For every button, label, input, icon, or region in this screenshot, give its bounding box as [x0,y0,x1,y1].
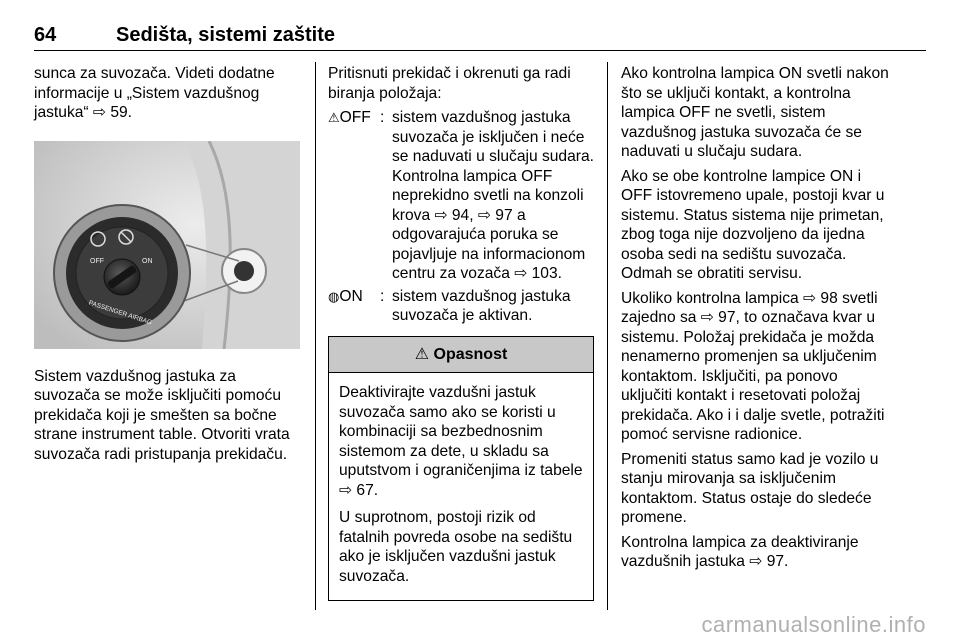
switch-off-label: OFF [90,257,104,265]
warning-title: Opasnost [433,345,508,363]
warning-body [329,373,593,600]
paragraph: Sistem vazdušnog jastuka za suvozača se može isključiti pomoću prekidača koji je smešten sa bočne strane instrument table. Otvoriti vrata suvozača radi pristupanja prekidaču. [34,367,290,463]
warning-header [329,337,593,374]
term-on: ON [339,287,363,305]
header-rule [34,50,926,51]
colon: : [380,287,385,305]
description-off: sistem vazdušnog jastuka suvozača je isključen i neće se naduvati u slučaju sudara. Kontrolna lampica OFF neprekidno svetli na konzoli krova ⇨ 94, ⇨ 97 a odgovarajuća poruka se pojavljuje na informacionom centru za vozača ⇨ 103. [392,109,594,282]
list-item [328,108,594,284]
column-3 [621,64,893,577]
warning-paragraph: Deaktivirajte vazdušni jastuk suvozača samo ako se koristi u kombinaciji sa bezbednosnim sistemom za dete, u skladu sa uputstvom i ograničenjima iz tabele ⇨ 67. [339,384,583,499]
column-2 [328,64,594,601]
warning-triangle-icon: ⚠ [414,345,430,363]
page-number: 64 [34,24,57,46]
warning-box [328,336,594,602]
paragraph: Ako kontrolna lampica ON svetli nakon što se uključi kontakt, a kontrolna lampica OFF ne svetli, sistem vazdušnog jastuka suvozača će se naduvati u slučaju sudara. [621,65,889,160]
column-1 [34,64,302,469]
switch-ring-label: PASSENGER AIRBAG [87,299,153,327]
airbag-on-icon: ◍ [328,288,340,304]
section-title: Sedišta, sistemi zaštite [116,24,335,46]
colon: : [380,109,385,126]
paragraph: sunca za suvozača. Videti dodatne informacije u „Sistem vazdušnog jastuka“ ⇨ 59. [34,65,275,121]
column-divider-1 [315,62,316,610]
warning-paragraph: U suprotnom, postoji rizik od fatalnih povreda osobe na sedištu ako je isključen vazdušni jastuk suvozača. [339,509,573,585]
list-item [328,287,594,326]
page-header [34,10,926,50]
airbag-off-icon: ⚠ [328,110,340,125]
term-off: OFF [339,109,371,126]
airbag-switch-illustration [34,141,300,349]
description-on: sistem vazdušnog jastuka suvozača je aktivan. [392,287,571,324]
paragraph: Ukoliko kontrolna lampica ⇨ 98 svetli zajedno sa ⇨ 97, to označava kvar u sistemu. Položaj prekidača je možda nenamerno promenjen sa uključenim kontaktom. Isključiti, pa ponovo uključiti kontakt i resetovati položaj prekidača. Ako i i dalje svetle, potražiti pomoć servisne radionice. [621,289,885,443]
paragraph: Kontrolna lampica za deaktiviranje vazdušnih jastuka ⇨ 97. [621,533,859,570]
watermark: carmanualsonline.info [701,612,926,637]
paragraph: Pritisnuti prekidač i okrenuti ga radi biranja položaja: [328,65,571,102]
paragraph: Promeniti status samo kad je vozilo u stanju mirovanja sa isključenim kontaktom. Status ostaje do sledeće promene. [621,450,879,526]
switch-position-list [328,108,594,326]
paragraph: Ako se obe kontrolne lampice ON i OFF istovremeno upale, postoji kvar u sistemu. Status sistema nije primetan, zbog toga nije dozvoljeno da ijedna osoba sedi na sedištu suvozača. Odmah se obratiti servisu. [621,167,885,282]
switch-on-label: ON [142,257,153,265]
column-divider-2 [607,62,608,610]
